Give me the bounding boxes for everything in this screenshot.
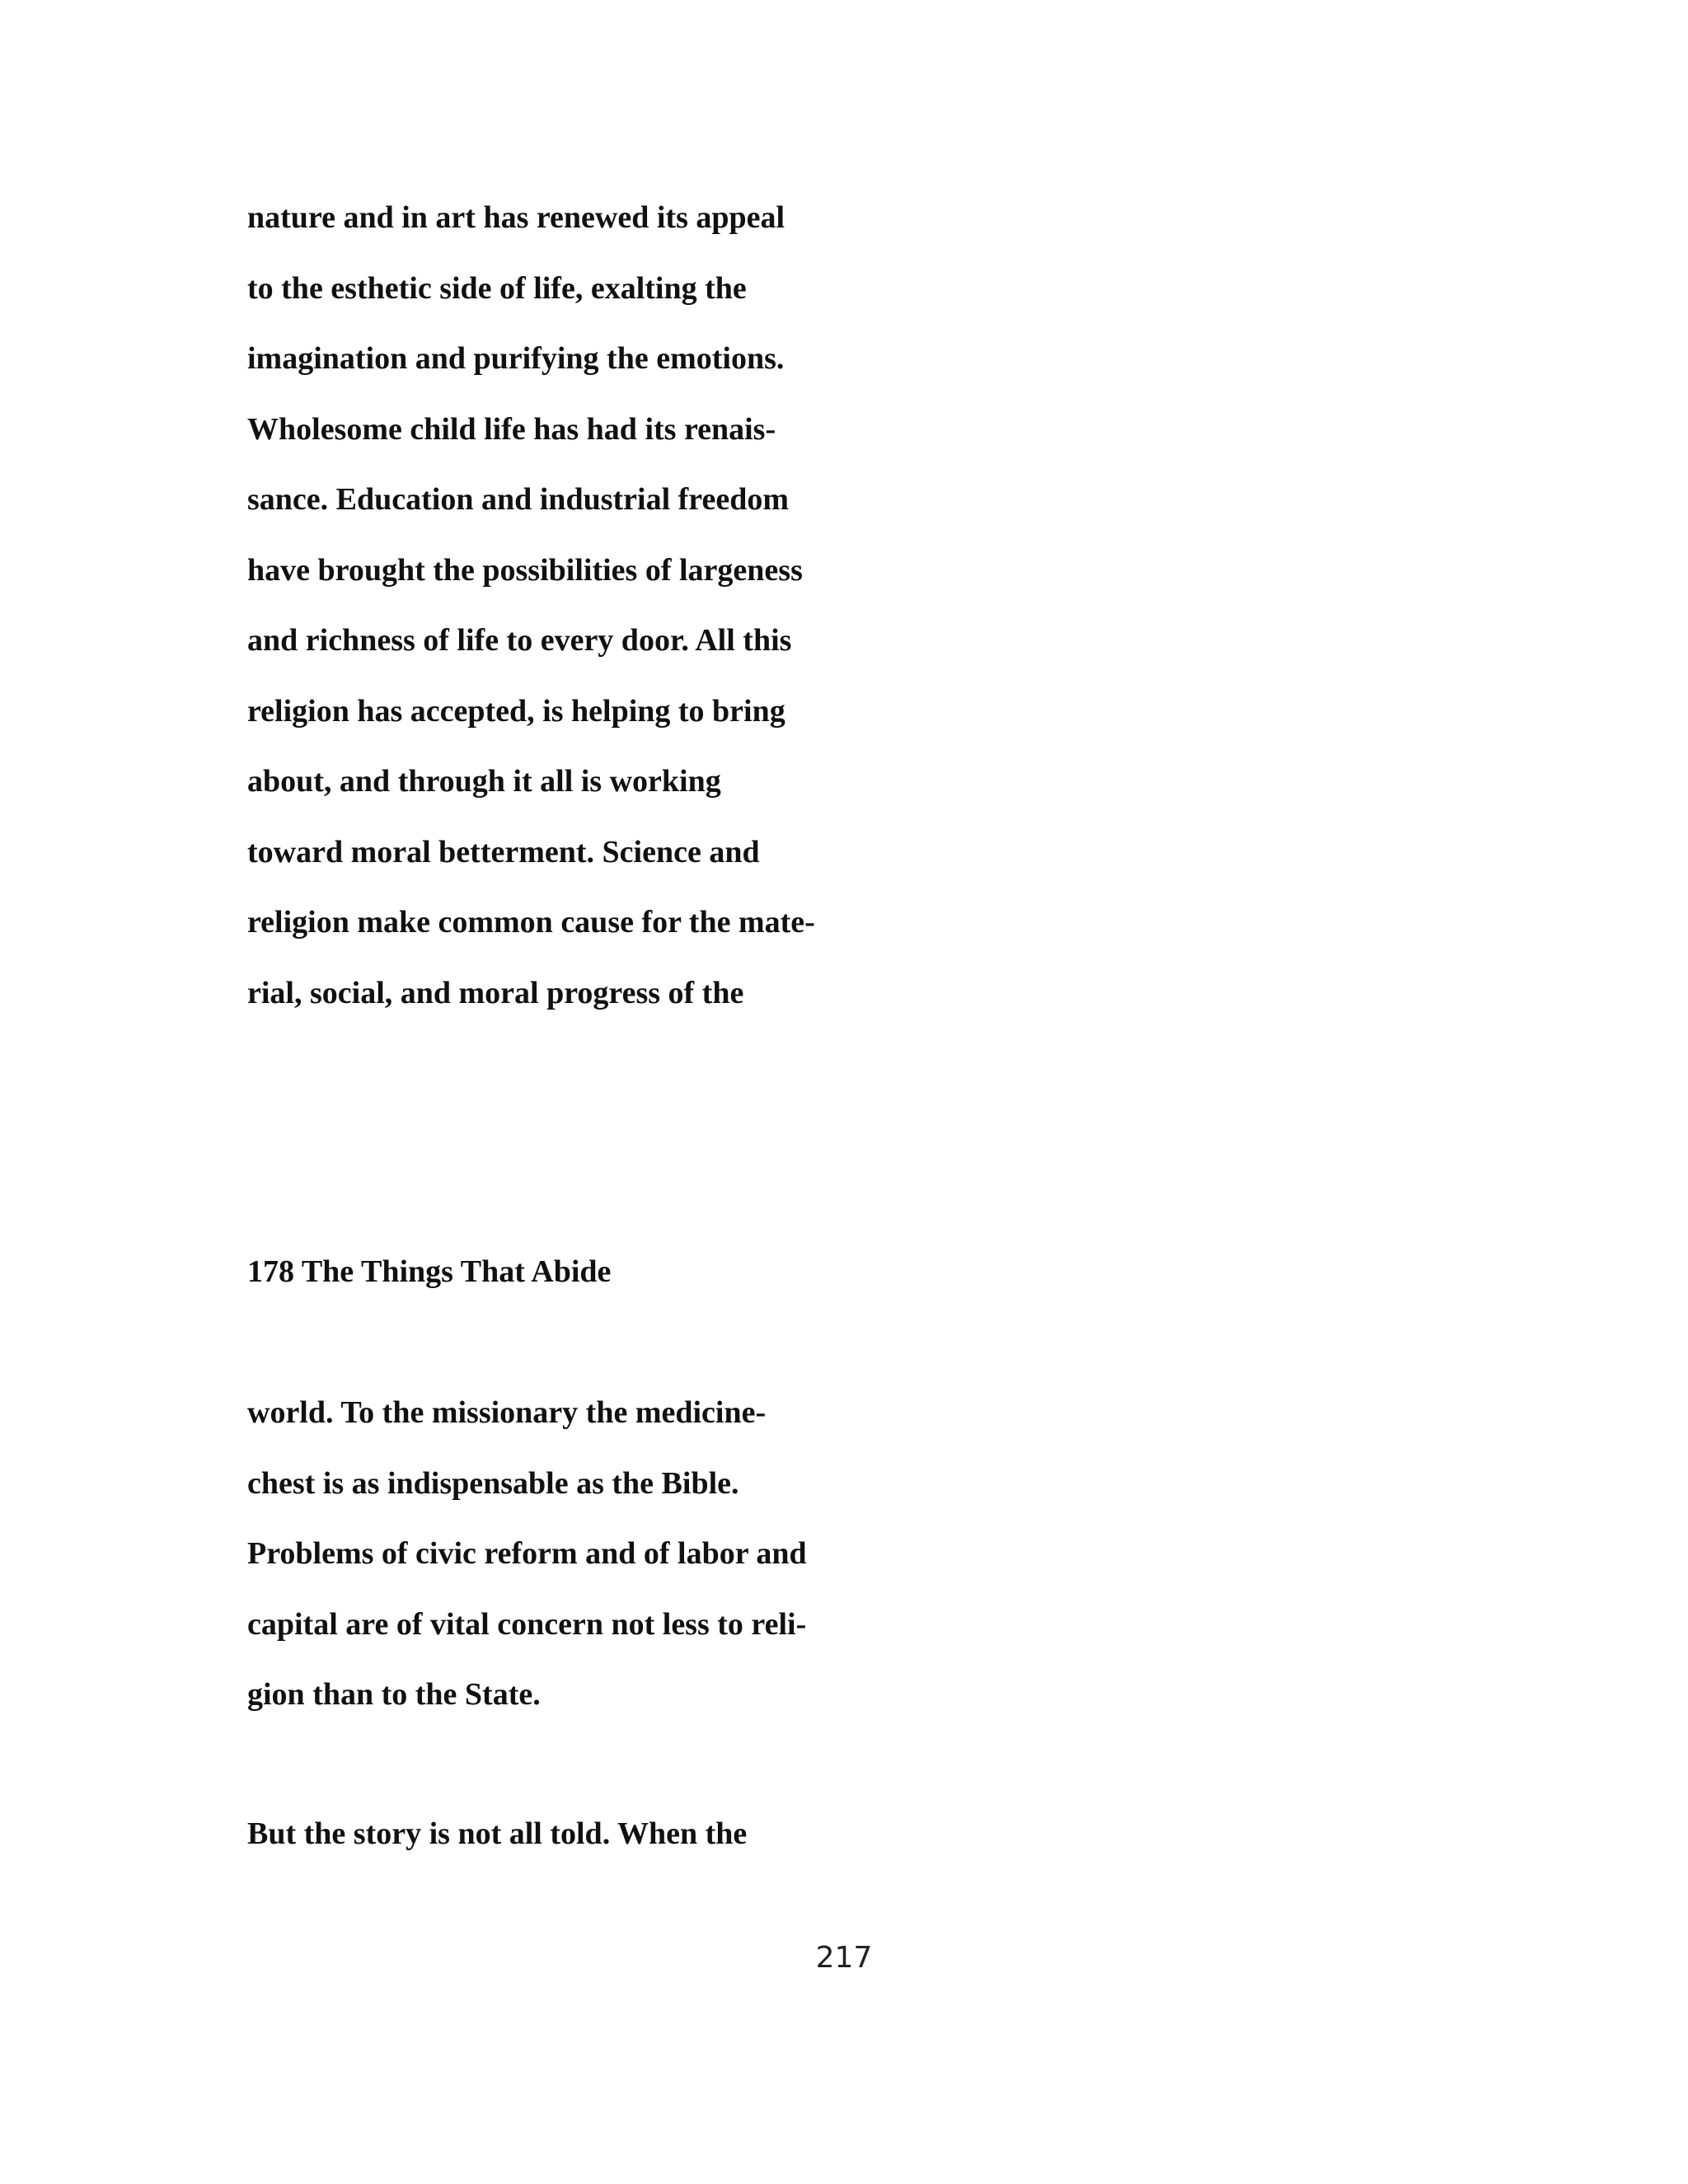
paragraph-2	[247, 1378, 1236, 1731]
text-line: toward moral betterment. Science and	[247, 834, 760, 869]
text-line: about, and through it all is working	[247, 764, 721, 799]
running-head-text: 178 The Things That Abide	[247, 1254, 612, 1289]
text-line: religion has accepted, is helping to bring	[247, 693, 785, 729]
text-line: Problems of civic reform and of labor and	[247, 1536, 807, 1571]
text-line: to the esthetic side of life, exalting the	[247, 270, 747, 306]
text-line: But the story is not all told. When the	[247, 1816, 748, 1851]
text-line: gion than to the State.	[247, 1677, 541, 1712]
paragraph-3	[247, 1799, 1236, 1870]
text-line: chest is as indispensable as the Bible.	[247, 1465, 739, 1501]
text-line: and richness of life to every door. All this	[247, 623, 792, 658]
text-line: rial, social, and moral progress of the	[247, 975, 744, 1010]
page-number: 217	[815, 1941, 873, 1975]
text-line: sance. Education and industrial freedom	[247, 482, 789, 517]
text-line: have brought the possibilities of largeness	[247, 552, 803, 588]
text-line: nature and in art has renewed its appeal	[247, 200, 785, 235]
text-line: Wholesome child life has had its renais-	[247, 411, 776, 447]
text-line: imagination and purifying the emotions.	[247, 341, 785, 376]
text-line: world. To the missionary the medicine-	[247, 1395, 767, 1430]
running-head	[247, 1237, 1236, 1308]
text-line: religion make common cause for the mate-	[247, 905, 815, 940]
paragraph-1	[247, 183, 1236, 1029]
text-line: capital are of vital concern not less to reli-	[247, 1606, 807, 1642]
